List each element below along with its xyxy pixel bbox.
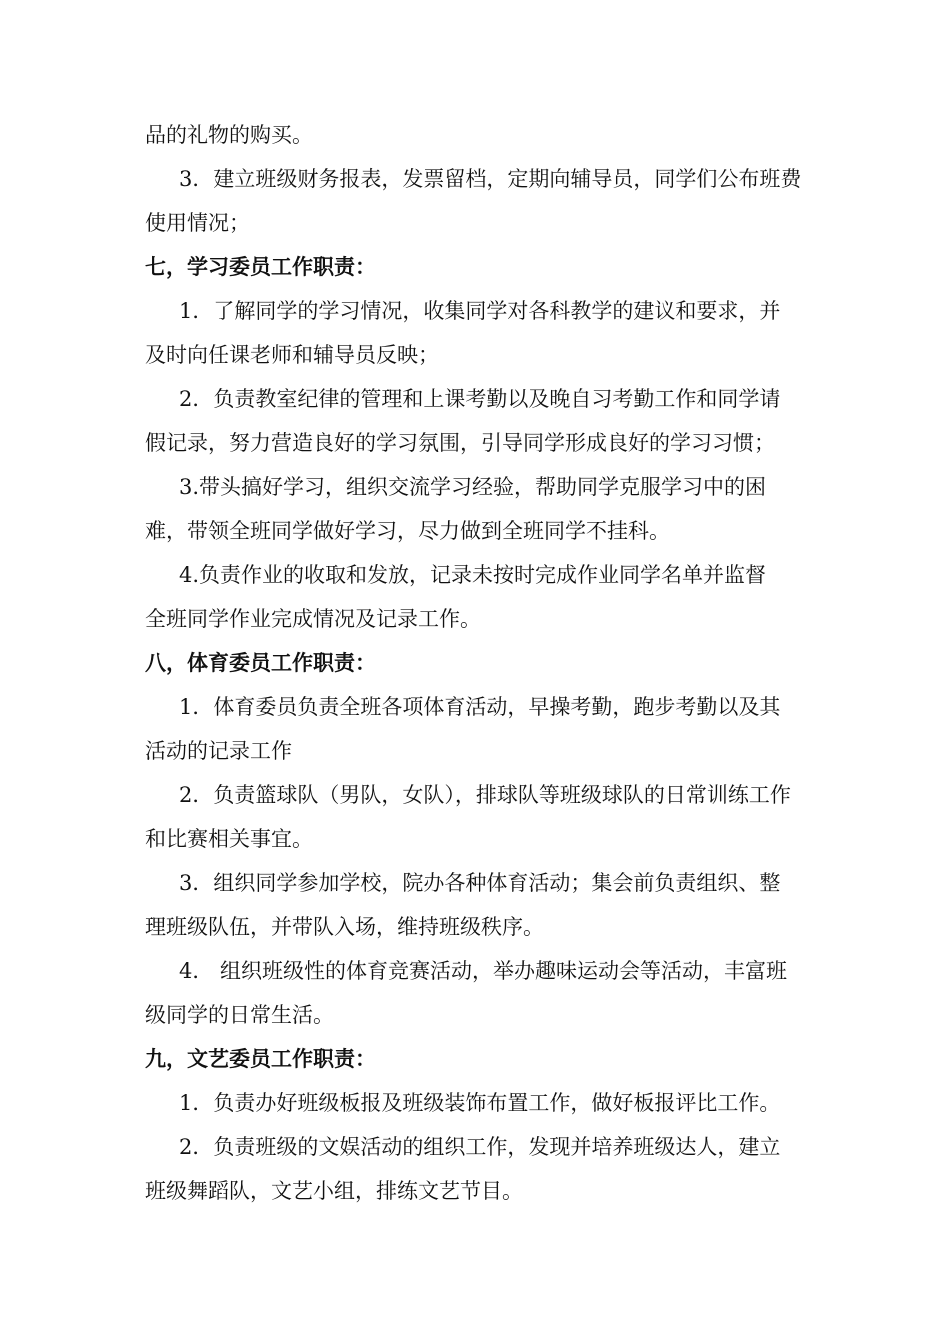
list-item-line: 4.负责作业的收取和发放，记录未按时完成作业同学名单并监督 [179,563,767,587]
section-heading: 九，文艺委员工作职责： [145,1047,376,1071]
list-item-line: 3．组织同学参加学校，院办各种体育活动；集会前负责组织、整 [179,871,781,895]
list-item-line: 1．体育委员负责全班各项体育活动，早操考勤，跑步考勤以及其 [179,695,781,719]
body-line: 使用情况； [145,211,250,235]
body-line: 假记录，努力营造良好的学习氛围，引导同学形成良好的学习习惯； [145,431,775,455]
body-line: 级同学的日常生活。 [145,1003,334,1027]
body-line: 难，带领全班同学做好学习，尽力做到全班同学不挂科。 [145,519,670,543]
list-item-line: 2．负责班级的文娱活动的组织工作，发现并培养班级达人，建立 [179,1135,781,1159]
body-line: 全班同学作业完成情况及记录工作。 [145,607,481,631]
document-page [145,113,809,1213]
list-item-line: 4． 组织班级性的体育竞赛活动，举办趣味运动会等活动，丰富班 [179,959,788,983]
list-item-line: 3．建立班级财务报表，发票留档，定期向辅导员，同学们公布班费 [179,167,802,191]
body-line: 和比赛相关事宜。 [145,827,313,851]
body-line: 班级舞蹈队，文艺小组，排练文艺节目。 [145,1179,523,1203]
section-heading: 八，体育委员工作职责： [145,651,376,675]
section-heading: 七，学习委员工作职责： [145,255,376,279]
list-item-line: 1．负责办好班级板报及班级装饰布置工作，做好板报评比工作。 [179,1091,781,1115]
list-item-line: 2．负责篮球队（男队，女队），排球队等班级球队的日常训练工作 [179,783,791,807]
body-line: 活动的记录工作 [145,739,292,763]
list-item-line: 1．了解同学的学习情况，收集同学对各科教学的建议和要求，并 [179,299,781,323]
body-line: 及时向任课老师和辅导员反映； [145,343,439,367]
list-item-line: 3.带头搞好学习，组织交流学习经验，帮助同学克服学习中的困 [179,475,767,499]
list-item-line: 2．负责教室纪律的管理和上课考勤以及晚自习考勤工作和同学请 [179,387,781,411]
body-line: 品的礼物的购买。 [145,123,313,147]
body-line: 理班级队伍，并带队入场，维持班级秩序。 [145,915,544,939]
